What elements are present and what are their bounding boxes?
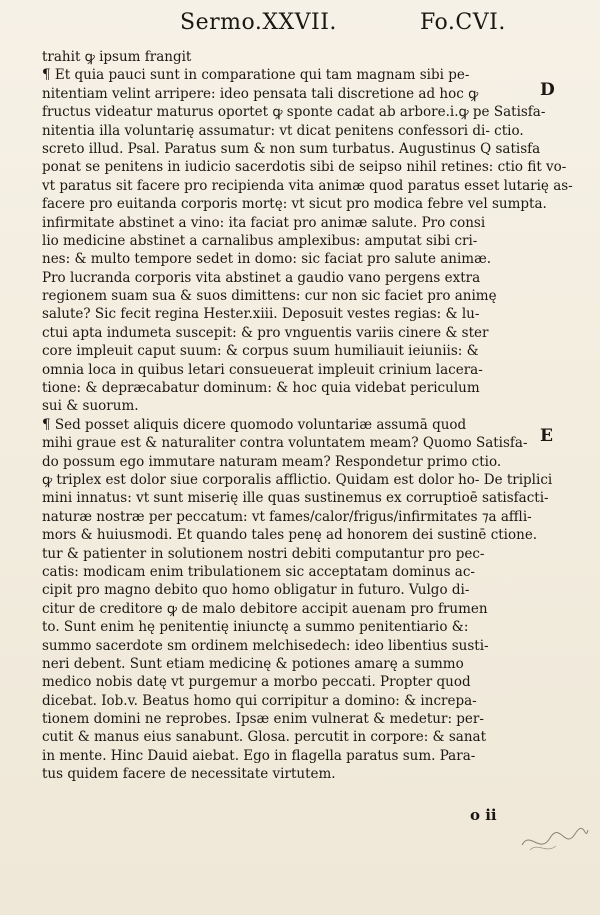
text-line: mors & huiusmodi. Et quando tales penę ad honorem dei sustinē ctione. — [42, 527, 538, 544]
text-line: screto illud. Psal. Paratus sum & non sum turbatus. Augustinus Q satisfa — [42, 140, 541, 157]
folio-number: Fo.CVI. — [420, 10, 506, 35]
running-header — [0, 10, 600, 38]
text-line: trahit ꝙ ipsum frangit — [42, 49, 192, 65]
text-line: ¶ Sed posset aliquis dicere quomodo voluntariæ assumā quod — [42, 416, 467, 433]
text-line: tus quidem facere de necessitate virtutem. — [42, 766, 336, 783]
text-line: fructus videatur maturus oportet ꝙ sponte cadat ab arbore.i.ꝙ pe Satisfa- — [42, 104, 546, 121]
text-line: catis: modicam enim tribulationem sic acceptatam dominus ac- — [42, 563, 475, 580]
text-line: vt paratus sit facere pro recipienda vita animæ quod paratus esset lutarię as- — [42, 177, 573, 194]
margin-letter-d: D — [540, 80, 555, 100]
text-line: dicebat. Iob.v. Beatus homo qui corripitur a domino: & increpa- — [42, 692, 477, 709]
text-line: Pro lucranda corporis vita abstinet a gaudio vano pergens extra — [42, 269, 481, 286]
text-line: nes: & multo tempore sedet in domo: sic faciat pro salute animæ. — [42, 251, 492, 268]
text-line: nitentiam velint arripere: ideo pensata tali discretione ad hoc ꝙ — [42, 85, 479, 102]
text-line: cipit pro magno debito quo homo obligatur in futuro. Vulgo di- — [42, 582, 470, 599]
text-line: in mente. Hinc Dauid aiebat. Ego in flagella paratus sum. Para- — [42, 747, 476, 764]
text-line: medico nobis datę vt purgemur a morbo peccati. Propter quod — [42, 674, 471, 691]
text-line: citur de creditore ꝙ de malo debitore accipit auenam pro frumen — [42, 600, 488, 617]
text-line: summo sacerdote sm ordinem melchisedech: ideo libentius susti- — [42, 637, 489, 654]
sermon-title: Sermo.XXVII. — [180, 10, 337, 35]
text-line: nitentia illa voluntarię assumatur: vt dicat penitens confessori di- ctio. — [42, 122, 524, 139]
text-line: salute? Sic fecit regina Hester.xiii. Deposuit vestes regias: & lu- — [42, 306, 480, 323]
text-line: mihi graue est & naturaliter contra voluntatem meam? Quomo Satisfa- — [42, 435, 528, 452]
text-line: infirmitate abstinet a vino: ita faciat pro animæ salute. Pro consi — [42, 214, 486, 231]
margin-letter-e: E — [540, 426, 553, 446]
text-line: ponat se penitens in iudicio sacerdotis sibi de seipso nihil retines: ctio fit vo- — [42, 159, 567, 176]
text-line: ¶ Et quia pauci sunt in comparatione qui tam magnam sibi pe- — [42, 67, 470, 84]
text-line: naturæ nostræ per peccatum: vt fames/calor/frigus/infirmitates ⁊a affli- — [42, 508, 532, 525]
text-line: facere pro euitanda corporis mortę: vt sicut pro modica febre vel sumpta. — [42, 196, 547, 213]
text-line: mini innatus: vt sunt miserię ille quas sustinemus ex corruptioē satisfacti- — [42, 490, 549, 507]
text-line: tionem domini ne reprobes. Ipsæ enim vulnerat & medetur: per- — [42, 711, 484, 728]
signature-mark: o ii — [470, 806, 497, 824]
text-line: ꝙ triplex est dolor siue corporalis afflictio. Quidam est dolor ho- De triplici — [42, 471, 553, 488]
text-line: tur & patienter in solutionem nostri debiti computantur pro pec- — [42, 545, 485, 562]
text-line: neri debent. Sunt etiam medicinę & potiones amarę a summo — [42, 655, 464, 672]
text-line: tione: & depræcabatur dominum: & hoc quia videbat periculum — [42, 380, 480, 397]
text-line: omnia loca in quibus letari consueuerat impleuit crinium lacera- — [42, 361, 483, 378]
scribble-icon — [520, 820, 590, 860]
text-line: cutit & manus eius sanabunt. Glosa. percutit in corpore: & sanat — [42, 729, 486, 746]
text-line: do possum ego immutare naturam meam? Respondetur primo ctio. — [42, 453, 502, 470]
sermon-text — [42, 48, 582, 784]
text-line: core impleuit caput suum: & corpus suum humiliauit ieiuniis: & — [42, 343, 479, 360]
text-line: ctui apta indumeta suscepit: & pro vnguentis variis cinere & ster — [42, 324, 489, 341]
text-line: lio medicine abstinet a carnalibus amplexibus: amputat sibi cri- — [42, 232, 478, 249]
text-line: regionem suam sua & suos dimittens: cur non sic faciet pro animę — [42, 288, 497, 305]
text-line: sui & suorum. — [42, 398, 139, 415]
text-line: to. Sunt enim hę penitentię iniunctę a summo penitentiario &: — [42, 619, 469, 636]
